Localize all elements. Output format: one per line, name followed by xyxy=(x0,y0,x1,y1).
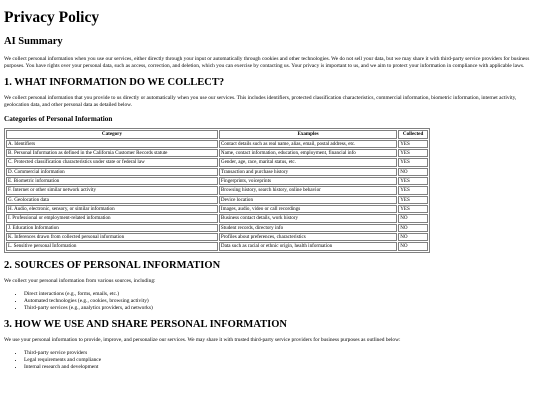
collected-cell: YES xyxy=(398,149,428,157)
section-2-text: We collect your personal information from various sources, including: xyxy=(4,277,156,284)
table-row xyxy=(6,168,428,176)
table-row xyxy=(6,158,428,166)
examples-cell: Contact details such as real name, alias, email, postal address, etc. xyxy=(219,140,397,148)
collected-cell: YES xyxy=(398,205,428,213)
table-row xyxy=(6,140,428,148)
list-item: • Internal research and development xyxy=(24,364,536,371)
column-header-category: Category xyxy=(6,130,218,138)
category-cell: J. Education Information xyxy=(6,224,218,232)
category-cell: C. Protected classification characteristics under state or federal law xyxy=(6,158,218,166)
collected-cell: NO xyxy=(398,242,428,250)
list-item: • Legal requirements and compliance xyxy=(24,357,536,364)
category-cell: H. Audio, electronic, sensory, or similar information xyxy=(6,205,218,213)
category-cell: L. Sensitive personal Information xyxy=(6,242,218,250)
collected-cell: YES xyxy=(398,186,428,194)
collected-cell: YES xyxy=(398,196,428,204)
category-cell: K. Inferences drawn from collected personal information xyxy=(6,233,218,241)
categories-table-body xyxy=(6,140,428,251)
category-cell: B. Personal Information as defined in the California Customer Records statute xyxy=(6,149,218,157)
collected-cell: YES xyxy=(398,177,428,185)
collected-cell: YES xyxy=(398,140,428,148)
examples-cell: Profiles about preferences, characteristics xyxy=(219,233,397,241)
examples-cell: Business contact details, work history xyxy=(219,214,397,222)
collected-cell: YES xyxy=(398,158,428,166)
collected-cell: NO xyxy=(398,233,428,241)
table-row xyxy=(6,205,428,213)
examples-cell: Student records, directory info xyxy=(219,224,397,232)
section-3-heading: 3. HOW WE USE AND SHARE PERSONAL INFORMATION xyxy=(4,319,287,331)
examples-cell: Name, contact information, education, employment, financial info xyxy=(219,149,397,157)
examples-cell: Data such as racial or ethnic origin, health information xyxy=(219,242,397,250)
examples-cell: Transaction and purchase history xyxy=(219,168,397,176)
collected-cell: NO xyxy=(398,224,428,232)
table-row xyxy=(6,196,428,204)
examples-cell: Gender, age, race, marital status, etc. xyxy=(219,158,397,166)
category-cell: I. Professional or employment-related information xyxy=(6,214,218,222)
list-item: • Third-party service providers xyxy=(24,350,536,357)
examples-cell: Browsing history, search history, online behavior xyxy=(219,186,397,194)
sharing-list xyxy=(4,350,536,371)
category-cell: E. Biometric information xyxy=(6,177,218,185)
category-cell: D. Commercial information xyxy=(6,168,218,176)
examples-cell: Images, audio, video or call recordings xyxy=(219,205,397,213)
section-1-heading: 1. WHAT INFORMATION DO WE COLLECT? xyxy=(4,76,225,88)
table-row xyxy=(6,149,428,157)
table-row xyxy=(6,177,428,185)
section-3-text: We use your personal information to provide, improve, and personalize our services. We may share it with trusted third-party service providers for business purposes as outlined below: xyxy=(4,337,401,344)
column-header-examples: Examples xyxy=(219,130,397,138)
category-cell: A. Identifiers xyxy=(6,140,218,148)
category-cell: G. Geolocation data xyxy=(6,196,218,204)
section-1-text: We collect personal information that you provide to us directly or automatically when you use our services. This includes identifiers, protected classification characteristics, commercial information, biometric information, internet activity, geolocation data, and other personal data as detailed below. xyxy=(4,94,517,109)
table-row xyxy=(6,214,428,222)
list-item: • Third-party services (e.g., analytics providers, ad networks) xyxy=(24,305,536,312)
collected-cell: NO xyxy=(398,168,428,176)
categories-table xyxy=(4,128,430,253)
column-header-collected: Collected xyxy=(398,130,428,138)
page-title: Privacy Policy xyxy=(4,9,100,26)
list-item: • Automated technologies (e.g., cookies, browsing activity) xyxy=(24,298,536,305)
examples-cell: Device location xyxy=(219,196,397,204)
list-item: • Direct interactions (e.g., forms, emails, etc.) xyxy=(24,291,536,298)
table-row xyxy=(6,233,428,241)
section-2-heading: 2. SOURCES OF PERSONAL INFORMATION xyxy=(4,259,221,271)
categories-table-title: Categories of Personal Information xyxy=(4,115,113,124)
table-row xyxy=(6,186,428,194)
category-cell: F. Internet or other similar network activity xyxy=(6,186,218,194)
table-row xyxy=(6,224,428,232)
table-header-row xyxy=(6,130,428,138)
table-row xyxy=(6,242,428,250)
sources-list xyxy=(4,291,536,312)
examples-cell: Fingerprints, voiceprints xyxy=(219,177,397,185)
ai-summary-text: We collect personal information when you use our services, either directly through your input or automatically through cookies and other technologies. We do not sell your data, but we may share it with third-party service providers for business purposes. You have rights over your personal data, such as access, correction, and deletion, which you can exercise by contacting us. Your privacy is important to us, and we aim to protect your information in compliance with applicable laws. xyxy=(4,55,530,69)
collected-cell: NO xyxy=(398,214,428,222)
ai-summary-heading: AI Summary xyxy=(4,36,63,48)
